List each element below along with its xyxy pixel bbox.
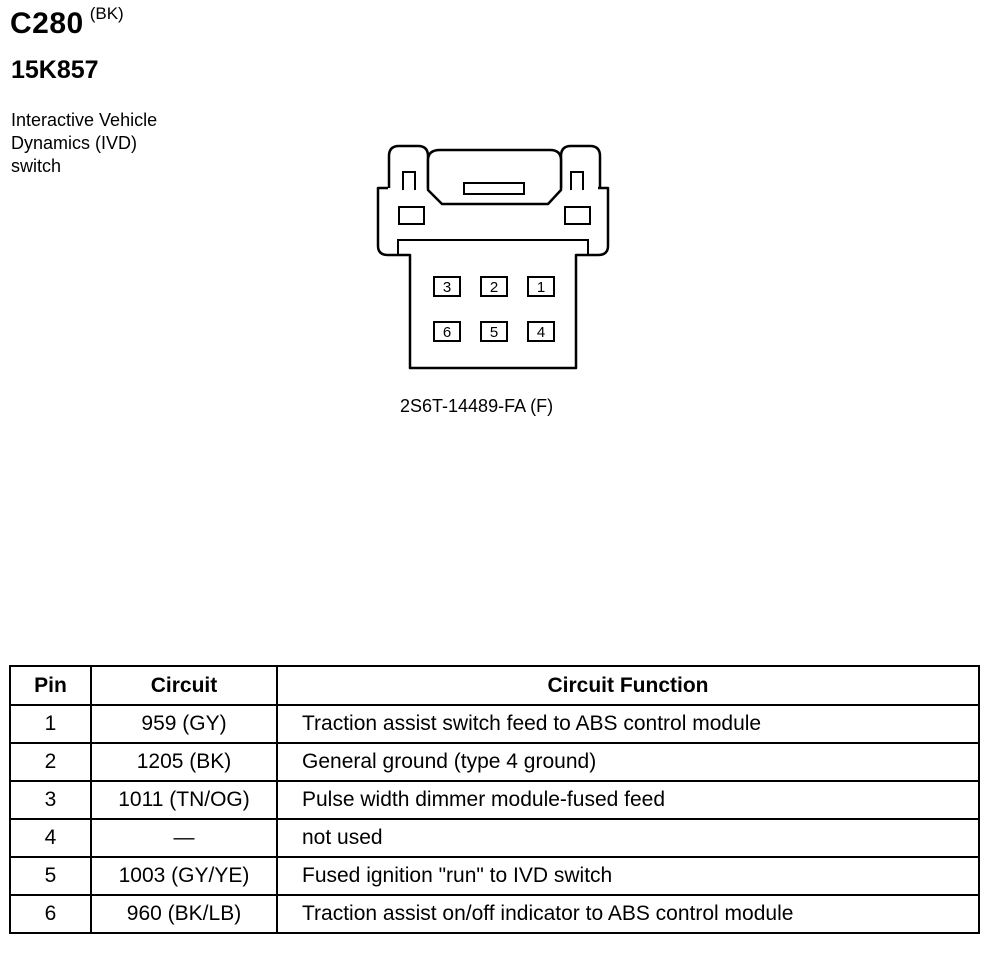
pin-cell: 3 <box>10 781 91 819</box>
function-cell: Traction assist switch feed to ABS control module <box>277 705 979 743</box>
pin-cell: 6 <box>10 895 91 933</box>
pin-cavity-label: 5 <box>489 324 499 341</box>
function-cell: Traction assist on/off indicator to ABS control module <box>277 895 979 933</box>
table-row <box>10 857 979 895</box>
table-row <box>10 781 979 819</box>
connector-color-code: (BK) <box>89 4 124 23</box>
connector-face-diagram <box>370 140 620 380</box>
circuit-cell: 959 (GY) <box>91 705 277 743</box>
connector-id: C280 <box>10 7 84 40</box>
table-row <box>10 743 979 781</box>
header-circuit-function: Circuit Function <box>277 666 979 705</box>
connector-part-caption: 2S6T-14489-FA (F) <box>400 396 554 416</box>
pin-cavity-label: 6 <box>442 324 452 341</box>
circuit-cell: — <box>91 819 277 857</box>
circuit-cell: 1011 (TN/OG) <box>91 781 277 819</box>
circuit-cell: 1205 (BK) <box>91 743 277 781</box>
circuit-cell: 1003 (GY/YE) <box>91 857 277 895</box>
pin-cavity-label: 3 <box>442 279 452 296</box>
pin-cell: 1 <box>10 705 91 743</box>
pin-cell: 2 <box>10 743 91 781</box>
description-line: Dynamics (IVD) <box>11 133 138 153</box>
circuit-cell: 960 (BK/LB) <box>91 895 277 933</box>
function-cell: Pulse width dimmer module-fused feed <box>277 781 979 819</box>
left-latch-ear <box>389 146 428 190</box>
table-row <box>10 819 979 857</box>
description-line: Interactive Vehicle <box>11 110 158 130</box>
pin-cell: 4 <box>10 819 91 857</box>
table-header-row <box>10 666 979 705</box>
pinout-table <box>9 665 980 934</box>
function-cell: not used <box>277 819 979 857</box>
pin-cavity-label: 1 <box>536 279 546 296</box>
description-line: switch <box>11 156 62 176</box>
part-number: 15K857 <box>11 56 99 84</box>
header-circuit: Circuit <box>91 666 277 705</box>
table-row <box>10 895 979 933</box>
function-cell: General ground (type 4 ground) <box>277 743 979 781</box>
pin-cavity-label: 2 <box>489 279 499 296</box>
pin-cell: 5 <box>10 857 91 895</box>
function-cell: Fused ignition "run" to IVD switch <box>277 857 979 895</box>
latch-housing <box>428 150 561 204</box>
connector-title <box>10 4 124 41</box>
table-row <box>10 705 979 743</box>
right-latch-ear <box>561 146 600 190</box>
header-pin: Pin <box>10 666 91 705</box>
component-description <box>11 109 201 178</box>
pin-cavity-label: 4 <box>536 324 546 341</box>
